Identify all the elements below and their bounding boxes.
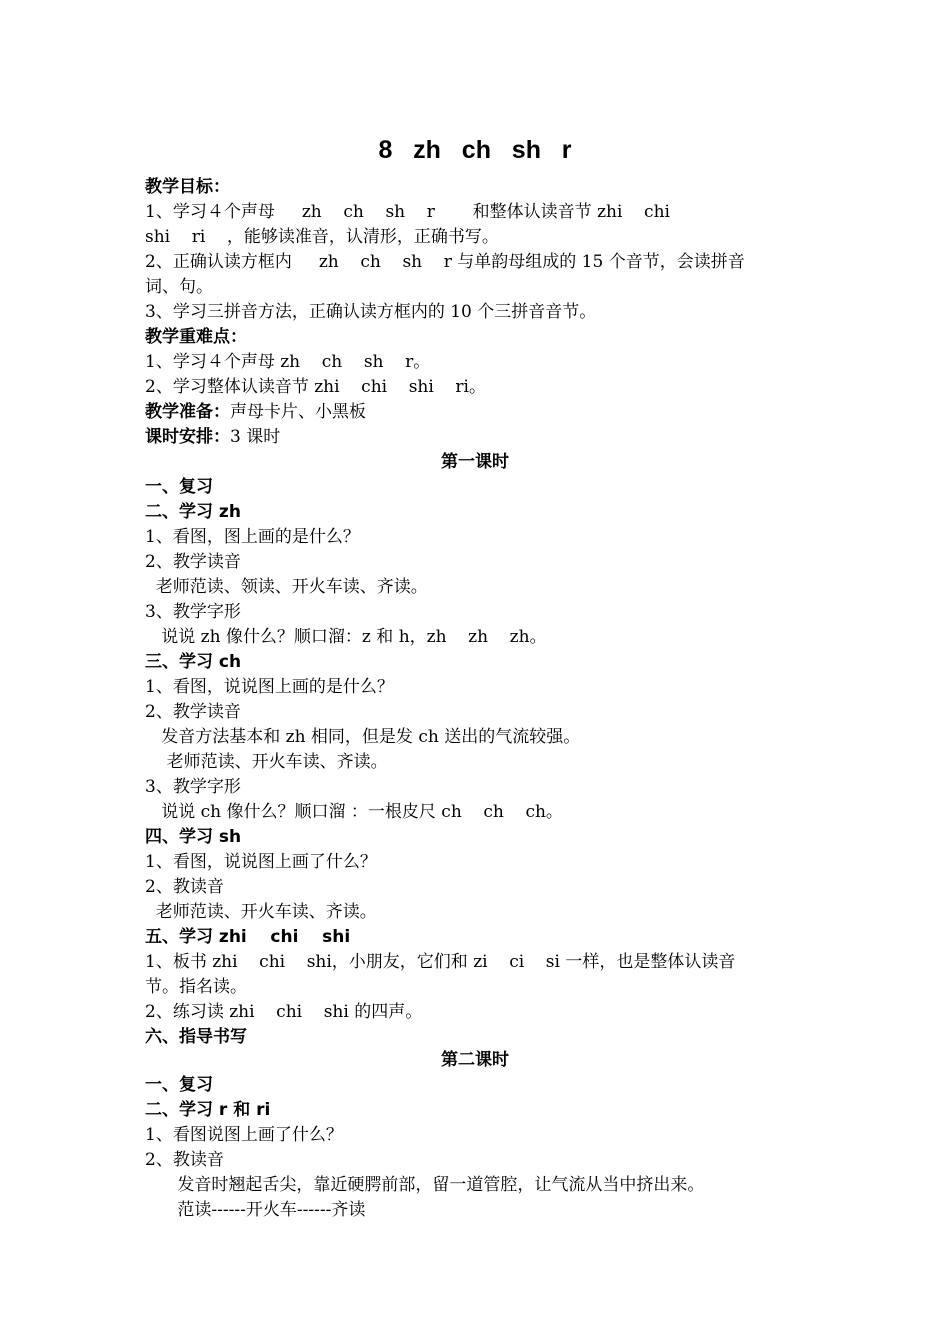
objective-line: 1、学习４个声母 zh ch sh r 和整体认读音节 zhi chi xyxy=(145,202,670,222)
objectives-heading: 教学目标： xyxy=(145,177,230,197)
lesson1-heading: 第一课时 xyxy=(441,452,509,472)
body-line: 3、教学字形 xyxy=(145,777,241,797)
section-heading: 一、复习 xyxy=(145,1075,213,1095)
body-line: 2、教学读音 xyxy=(145,552,241,572)
objective-line: 3、学习三拼音方法，正确认读方框内的 10 个三拼音音节。 xyxy=(145,302,597,322)
body-line: 2、教读音 xyxy=(145,877,224,897)
section-heading: 二、学习 zh xyxy=(145,502,241,522)
body-line: 2、练习读 zhi chi shi 的四声。 xyxy=(145,1002,423,1022)
body-line: 1、板书 zhi chi shi，小朋友，它们和 zi ci si 一样，也是整体认读音 xyxy=(145,952,736,972)
schedule-value: 3 课时 xyxy=(230,427,281,447)
objective-line: 2、正确认读方框内 zh ch sh r 与单韵母组成的 15 个音节，会读拼音 xyxy=(145,252,745,272)
section-heading: 三、学习 ch xyxy=(145,652,242,672)
section-heading: 五、学习 zhi chi shi xyxy=(145,927,351,947)
body-line: 老师范读、领读、开火车读、齐读。 xyxy=(145,577,428,597)
objective-line: shi ri ，能够读准音，认清形，正确书写。 xyxy=(145,227,499,247)
body-line: 说说 ch 像什么？顺口溜 ：一根皮尺 ch ch ch。 xyxy=(145,802,563,822)
key-points-heading: 教学重难点： xyxy=(145,327,247,347)
body-line: 说说 zh 像什么？顺口溜：z 和 h，zh zh zh。 xyxy=(145,627,547,647)
body-line: 节。指名读。 xyxy=(145,977,247,997)
section-heading: 一、复习 xyxy=(145,477,213,497)
key-point-line: 1、学习４个声母 zh ch sh r。 xyxy=(145,352,431,372)
schedule-label: 课时安排： xyxy=(145,427,230,447)
body-line: 1、看图说图上画了什么？ xyxy=(145,1125,343,1145)
page-title: 8 zh ch sh r xyxy=(378,136,572,164)
section-heading: 四、学习 sh xyxy=(145,827,242,847)
body-line: 1、看图，说说图上画的是什么？ xyxy=(145,677,394,697)
preparation-line xyxy=(145,400,366,424)
body-line: 3、教学字形 xyxy=(145,602,241,622)
body-line: 2、教学读音 xyxy=(145,702,241,722)
body-line: 老师范读、开火车读、齐读。 xyxy=(145,752,388,772)
body-line: 老师范读、开火车读、齐读。 xyxy=(145,902,377,922)
preparation-label: 教学准备： xyxy=(145,402,230,422)
body-line: 发音时翘起舌尖，靠近硬腭前部，留一道管腔，让气流从当中挤出来。 xyxy=(145,1175,705,1195)
key-point-line: 2、学习整体认读音节 zhi chi shi ri。 xyxy=(145,377,486,397)
objective-line: 词、句。 xyxy=(145,277,213,297)
schedule-line xyxy=(145,425,280,449)
preparation-value: 声母卡片、小黑板 xyxy=(230,402,366,422)
body-line: 范读------开火车------齐读 xyxy=(145,1200,366,1220)
section-heading: 二、学习 r 和 ri xyxy=(145,1100,271,1120)
section-heading: 六、指导书写 xyxy=(145,1027,247,1047)
lesson2-heading: 第二课时 xyxy=(441,1050,509,1070)
body-line: 2、教读音 xyxy=(145,1150,224,1170)
body-line: 1、看图，说说图上画了什么？ xyxy=(145,852,377,872)
body-line: 1、看图，图上画的是什么？ xyxy=(145,527,360,547)
body-line: 发音方法基本和 zh 相同，但是发 ch 送出的气流较强。 xyxy=(145,727,581,747)
